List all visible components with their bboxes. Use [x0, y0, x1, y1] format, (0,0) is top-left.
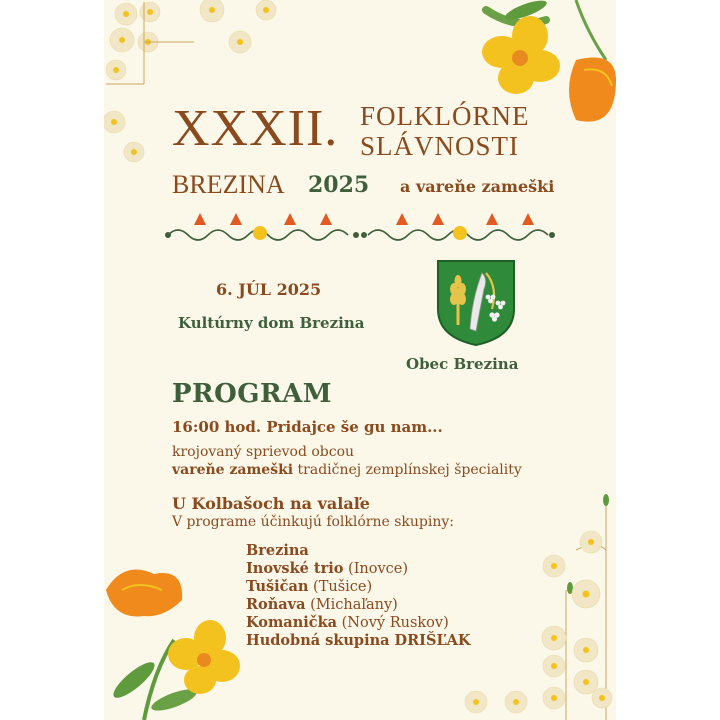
program-intro: V programe účinkujú folklórne skupiny: [172, 514, 455, 530]
title-place: BREZINA [172, 170, 285, 199]
event-date: 6. JÚL 2025 [216, 280, 322, 299]
program-line-2 [172, 462, 522, 478]
list-item [246, 596, 471, 614]
list-item [246, 632, 471, 650]
event-venue: Kultúrny dom Brezina [178, 314, 365, 332]
program-line-2-bold: vareňe zameški [172, 462, 294, 478]
daisy-cluster-bottom-right-icon [446, 490, 616, 720]
title-line-1: FOLKLÓRNE [360, 101, 530, 131]
program-line-1: krojovaný sprievod obcou [172, 444, 355, 460]
group-origin: (Tušice) [308, 579, 373, 595]
list-item [246, 614, 471, 632]
group-name: Tušičan [246, 578, 309, 595]
group-origin: (Inovce) [343, 561, 409, 577]
group-name: Komanička [246, 614, 338, 631]
folk-ornament-divider-icon [160, 207, 560, 247]
group-name: Hudobná skupina DRIŠĽAK [246, 632, 471, 649]
flower-cluster-bottom-left-icon [104, 560, 244, 720]
group-name: Brezina [246, 542, 309, 559]
group-origin: (Michaľany) [305, 597, 398, 613]
folklore-groups-list [246, 542, 471, 650]
program-heading: PROGRAM [172, 379, 333, 409]
list-item [246, 560, 471, 578]
program-section-heading: U Kolbašoch na valaľe [172, 494, 370, 513]
title-year: 2025 [308, 172, 370, 198]
municipality-name: Obec Brezina [406, 355, 519, 373]
group-origin: (Nový Ruskov) [337, 615, 449, 631]
program-line-2-rest: tradičnej zemplínskej špeciality [293, 462, 522, 478]
group-name: Roňava [246, 596, 306, 613]
list-item [246, 578, 471, 596]
title-line-2: SLÁVNOSTI [360, 131, 520, 161]
list-item [246, 542, 471, 560]
coat-of-arms-icon [436, 259, 516, 347]
group-name: Inovské trio [246, 560, 344, 577]
poster [104, 0, 616, 720]
program-time-line: 16:00 hod. Pridajce še gu nam... [172, 418, 443, 436]
title-subtitle: a vareňe zameški [400, 177, 555, 196]
edition-number: XXXII. [172, 100, 339, 157]
